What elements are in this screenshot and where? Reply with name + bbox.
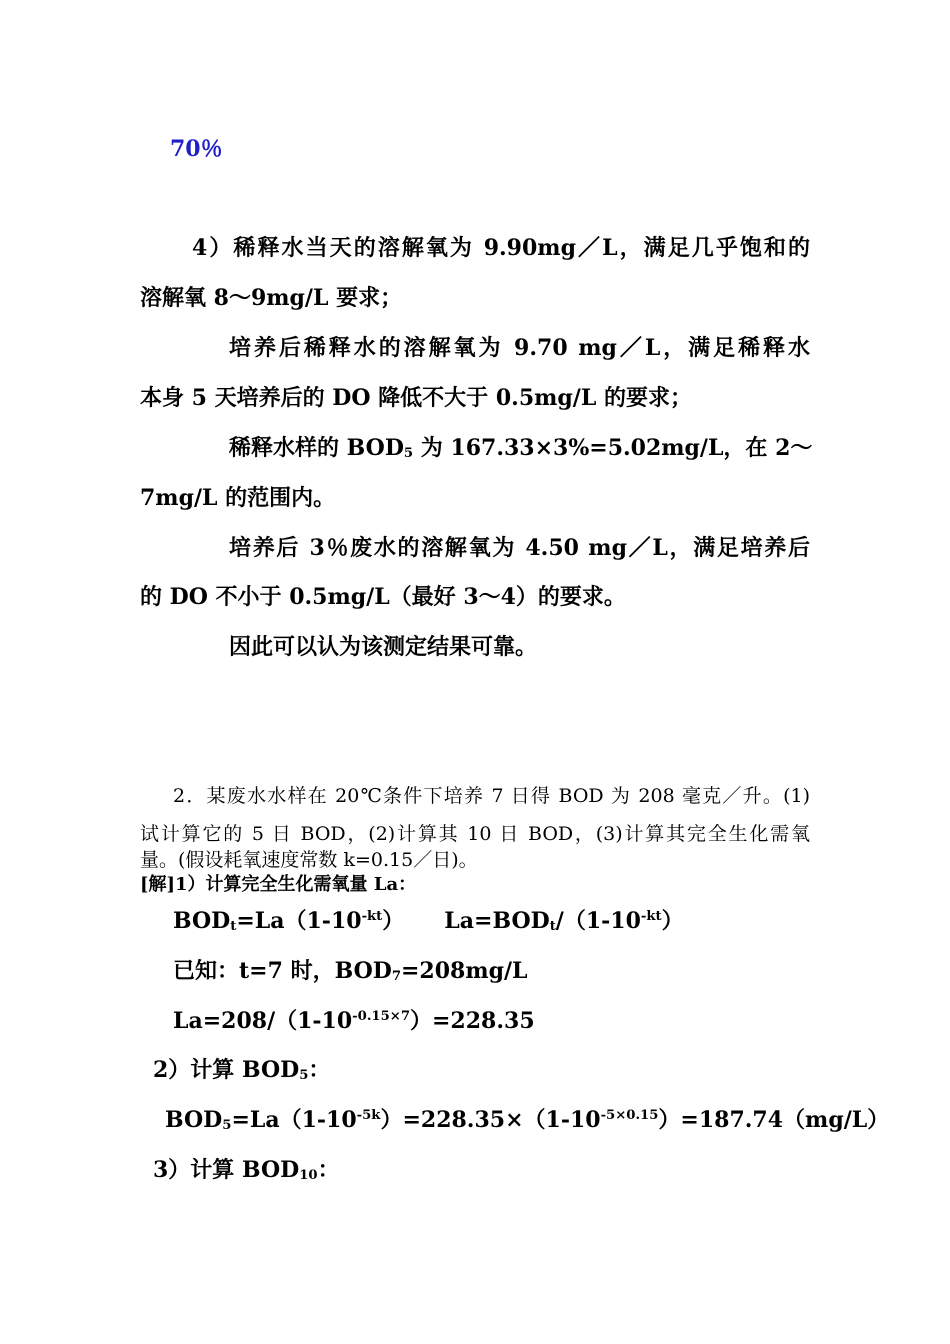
step-3-heading	[153, 1155, 810, 1185]
formula-2-c: ）=228.35×（1-10	[380, 1107, 601, 1133]
para4-line-5-sub: 5	[403, 445, 414, 461]
formula-2-b: =La（1-10	[231, 1107, 357, 1133]
step-3-b: ：	[317, 1157, 340, 1183]
para4-line-8: 的 DO 不小于 0.5mg/L（最好 3～4）的要求。	[140, 584, 626, 610]
known-b: =208mg/L	[401, 958, 528, 984]
formula-1-f: ）	[661, 908, 684, 934]
step-2-b: ：	[308, 1057, 331, 1083]
formula-1-b: =La（1-10	[236, 908, 362, 934]
para4-line-2: 溶解氧 8～9mg/L 要求；	[140, 285, 403, 311]
formula-1-d: La=BOD	[444, 908, 550, 934]
formula-1-e: /（1-10	[555, 908, 641, 934]
la-a: La=208/（1-10	[173, 1008, 353, 1034]
formula-1-sub-1: t	[230, 918, 237, 934]
formula-2-exp-2: -5×0.15	[600, 1108, 659, 1124]
known-values	[173, 956, 810, 986]
known-a: 已知：t=7 时，BOD	[173, 958, 392, 984]
para4-line-3: 培养后稀释水的溶解氧为 9.70 mg／L，满足稀释水	[229, 335, 810, 361]
step-2-heading	[153, 1055, 810, 1085]
formula-2-a: BOD	[165, 1107, 223, 1133]
la-result	[173, 1006, 810, 1036]
para4-line-5-b: 为 167.33×3%=5.02mg/L，在 2～	[413, 435, 813, 461]
step-3-sub: 10	[299, 1167, 318, 1183]
para4-line-1: 4）稀释水当天的溶解氧为 9.90mg／L，满足几乎饱和的	[192, 235, 810, 261]
para4-line-4: 本身 5 天培养后的 DO 降低不大于 0.5mg/L 的要求；	[140, 385, 692, 411]
formula-bod-t	[173, 906, 810, 936]
question2-line-3: 量。(假设耗氧速度常数 k=0.15／日)。	[140, 849, 478, 871]
step-3-a: 3）计算 BOD	[153, 1157, 300, 1183]
formula-2-d: ）=187.74（mg/L）	[658, 1107, 890, 1133]
question2-line-2: 试计算它的 5 日 BOD，(2)计算其 10 日 BOD，(3)计算其完全生化需氧	[140, 823, 810, 845]
para4-line-9: 因此可以认为该测定结果可靠。	[229, 634, 538, 660]
formula-bod5	[165, 1105, 890, 1135]
la-b: ）=228.35	[410, 1008, 535, 1034]
question2-line-1: 2．某废水水样在 20℃条件下培养 7 日得 BOD 为 208 毫克／升。(1)	[173, 785, 810, 807]
step-2-sub: 5	[299, 1067, 309, 1083]
la-exp: -0.15×7	[352, 1009, 410, 1025]
para4-line-5-a: 稀释水样的 BOD	[229, 435, 404, 461]
formula-1-c: ）	[382, 908, 405, 934]
para4-line-6: 7mg/L 的范围内。	[140, 485, 336, 511]
para4-line-5	[229, 433, 813, 463]
para4-line-7: 培养后 3％废水的溶解氧为 4.50 mg／L，满足培养后	[229, 535, 810, 561]
formula-1-exp-2: -kt	[640, 909, 662, 925]
step-2-a: 2）计算 BOD	[153, 1057, 300, 1083]
formula-1-sub-2: t	[549, 918, 556, 934]
formula-1-a: BOD	[173, 908, 231, 934]
top-value: 70％	[170, 136, 223, 162]
formula-2-sub: 5	[222, 1117, 232, 1133]
solution-header: [解]1）计算完全生化需氧量 La：	[140, 874, 417, 895]
formula-2-exp-1: -5k	[356, 1108, 381, 1124]
known-sub: 7	[391, 968, 401, 984]
formula-1-exp-1: -kt	[361, 909, 383, 925]
